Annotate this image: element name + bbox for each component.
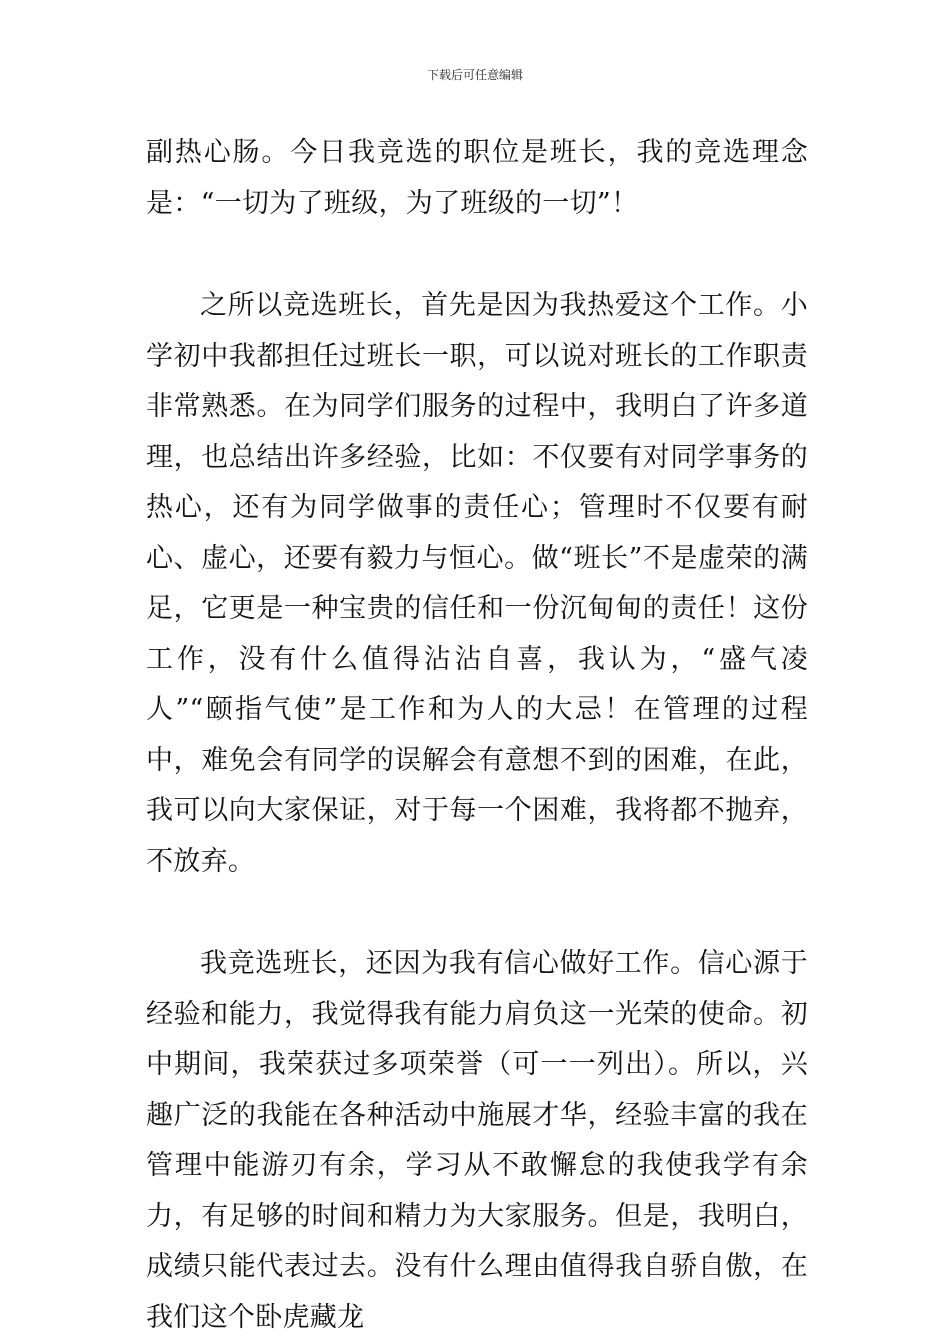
header-note: 下载后可任意编辑 [426, 68, 523, 82]
paragraph-spacer [146, 887, 808, 939]
paragraph-reason-love: 之所以竞选班长，首先是因为我热爱这个工作。小学初中我都担任过班长一职，可以说对班长的工作职责非常熟悉。在为同学们服务的过程中，我明白了许多道理，也总结出许多经验，比如：不仅要有对同学事务的热心，还有为同学做事的责任心；管理时不仅要有耐心、虚心，还要有毅力与恒心。做“班长”不是虚荣的满足，它更是一种宝贵的信任和一份沉甸甸的责任！这份工作，没有什么值得沾沾自喜，我认为，“盛气凌人”“颐指气使”是工作和为人的大忌！在管理的过程中，难免会有同学的误解会有意想不到的困难，在此，我可以向大家保证，对于每一个困难，我将都不抛弃，不放弃。 [146, 290, 808, 877]
paragraph-continuation: 副热心肠。今日我竞选的职位是班长，我的竞选理念是：“一切为了班级，为了班级的一切”！ [146, 137, 808, 219]
paragraph-reason-confidence: 我竞选班长，还因为我有信心做好工作。信心源于经验和能力，我觉得我有能力肩负这一光荣的使命。初中期间，我荣获过多项荣誉（可一一列出）。所以，兴趣广泛的我能在各种活动中施展才华，经验丰富的我在管理中能游刃有余，学习从不敢懈怠的我使我学有余力，有足够的时间和精力为大家服务。但是，我明白，成绩只能代表过去。没有什么理由值得我自骄自傲，在我们这个卧虎藏龙 [146, 948, 808, 1333]
document-body [146, 128, 808, 1343]
paragraph-spacer [146, 229, 808, 281]
